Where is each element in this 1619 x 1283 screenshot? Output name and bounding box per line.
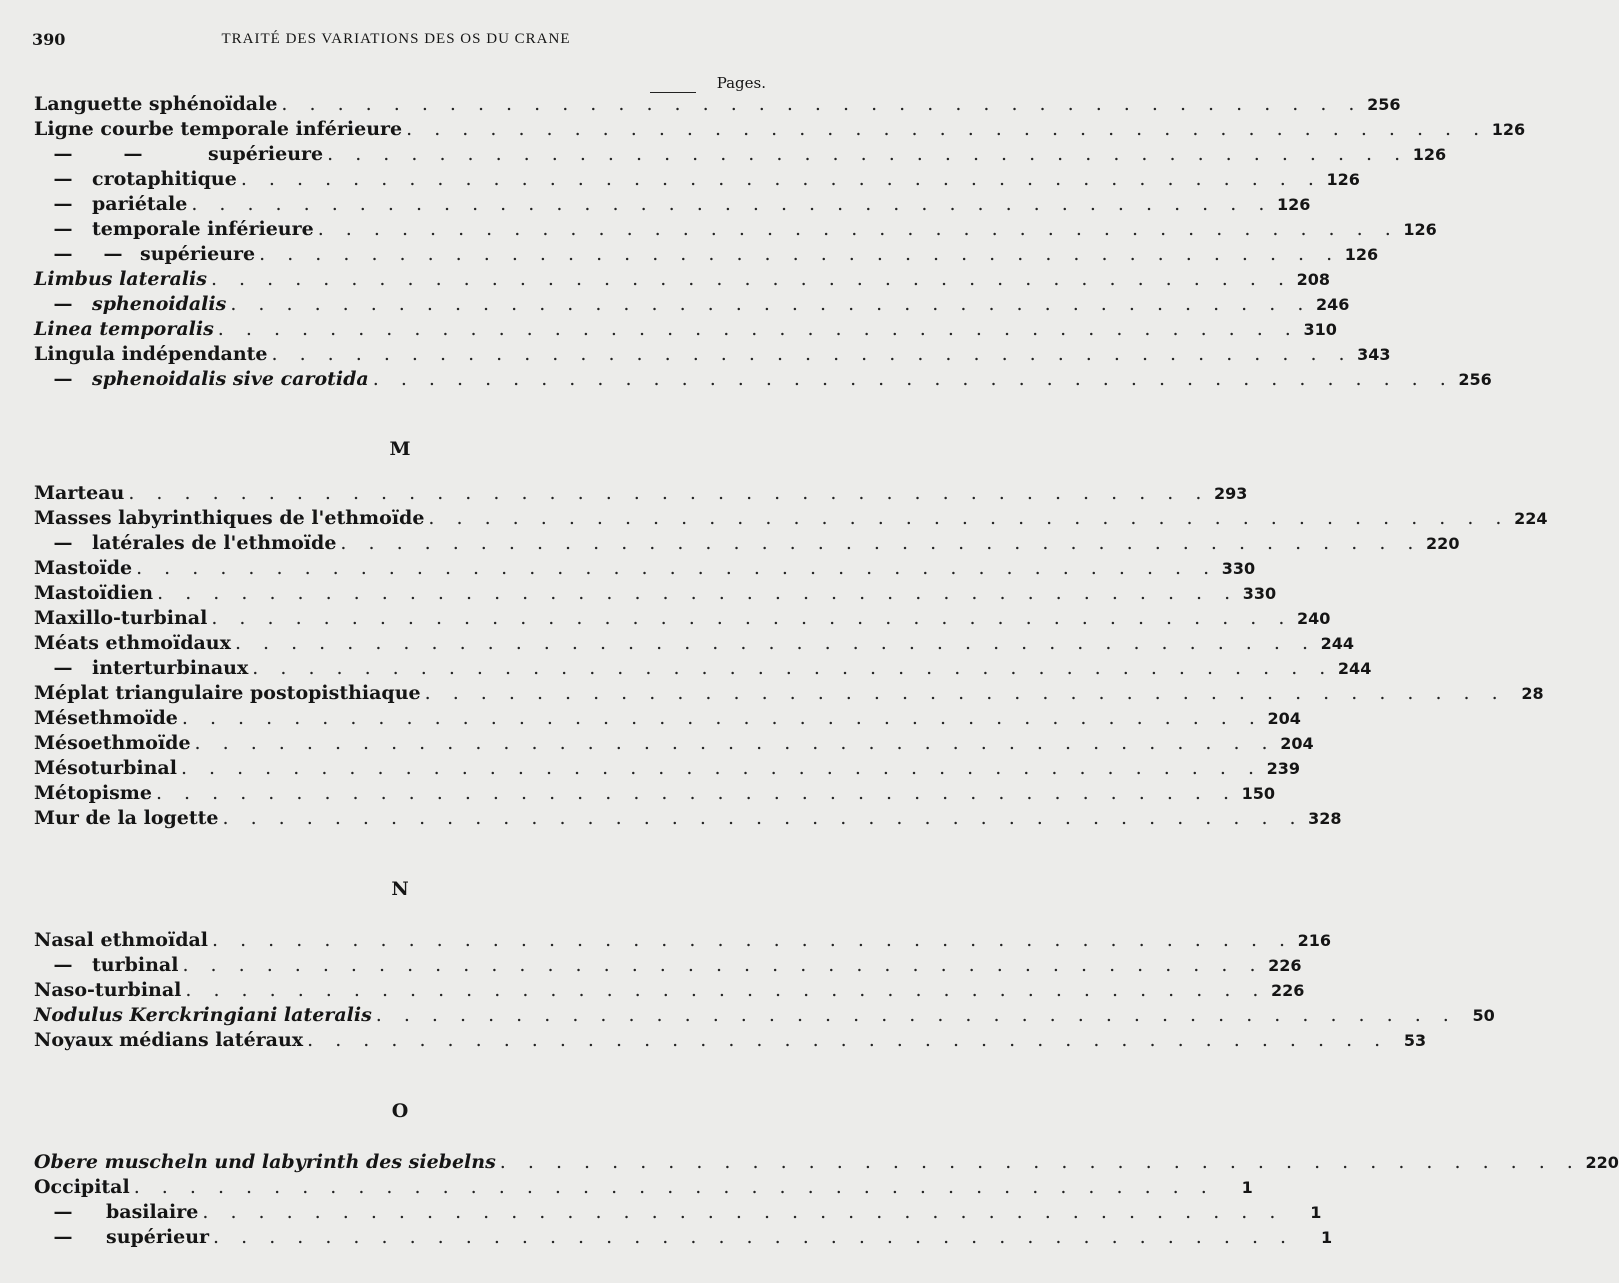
leader-dots: . . . . . . . . . . . . . . . . . . . . . . . . . . . . . . . . . . . . . . . — [327, 143, 1409, 165]
section-letter-m: M — [389, 438, 411, 460]
index-entry — [34, 506, 1548, 531]
section-letter-o: O — [391, 1100, 409, 1122]
entry-page: 224 — [1514, 509, 1548, 528]
entry-term: Mésethmoïde — [34, 707, 178, 729]
leader-dots: . . . . . . . . . . . . . . . . . . . . . . . . . . . . . . . . . . . . . . . — [340, 532, 1422, 554]
entry-term: Mastoïdien — [34, 582, 154, 604]
ditto-dash: — — [53, 293, 73, 315]
leader-dots: . . . . . . . . . . . . . . . . . . . . . . . . . . . . . . . . . . . . . . . — [307, 1029, 1389, 1051]
entry-page: 126 — [1276, 195, 1311, 214]
entry-page: 244 — [1320, 634, 1354, 653]
entry-page: 126 — [1326, 170, 1360, 189]
index-entry — [34, 581, 1277, 606]
page-header — [32, 30, 760, 54]
leader-dots: . . . . . . . . . . . . . . . . . . . . . . . . . . . . . . . . . . . . . . . — [372, 368, 1454, 390]
running-title: TRAITÉ DES VARIATIONS DES OS DU CRANE — [221, 31, 571, 47]
entry-term: Languette sphénoïdale — [34, 93, 278, 115]
entry-term: Linea temporalis — [34, 318, 214, 340]
ditto-dash: — — [53, 954, 73, 976]
leader-dots: . . . . . . . . . . . . . . . . . . . . . . . . . . . . . . . . . . . . . . . — [281, 93, 1363, 115]
leader-dots: . . . . . . . . . . . . . . . . . . . . . . . . . . . . . . . . . . . . . . . — [499, 1151, 1581, 1173]
index-entry — [34, 731, 1314, 756]
index-entry — [34, 142, 1447, 167]
entry-term: pariétale — [92, 193, 188, 215]
entry-page: 330 — [1221, 559, 1256, 578]
entry-term: Mésoethmoïde — [34, 732, 191, 754]
index-entry — [34, 556, 1256, 581]
entry-term: supérieure — [208, 143, 324, 165]
ditto-dash: — — [53, 218, 73, 240]
leader-dots: . . . . . . . . . . . . . . . . . . . . . . . . . . . . . . . . . . . . . . . — [424, 682, 1506, 704]
index-entry — [34, 631, 1354, 656]
ditto-dash: — — [103, 243, 123, 265]
entry-page: 343 — [1357, 345, 1391, 364]
leader-dots: . . . . . . . . . . . . . . . . . . . . . . . . . . . . . . . . . . . . . . . — [222, 807, 1304, 829]
leader-dots: . . . . . . . . . . . . . . . . . . . . . . . . . . . . . . . . . . . . . . . — [210, 268, 1292, 290]
index-entry — [34, 531, 1460, 556]
entry-page: 208 — [1296, 270, 1330, 289]
index-entry — [34, 167, 1360, 192]
index-entry — [34, 681, 1544, 706]
entry-term: Ligne courbe temporale inférieure — [34, 118, 403, 140]
index-entry — [34, 1175, 1253, 1200]
entry-term-group — [34, 953, 178, 978]
index-entry — [34, 242, 1379, 267]
index-entry — [34, 342, 1391, 367]
index-entry — [34, 117, 1526, 142]
entry-term-group — [34, 1225, 209, 1250]
ditto-dash: — — [123, 143, 143, 165]
leader-dots: . . . . . . . . . . . . . . . . . . . . . . . . . . . . . . . . . . . . . . . — [212, 929, 1294, 951]
index-entry — [34, 192, 1311, 217]
leader-dots: . . . . . . . . . . . . . . . . . . . . . . . . . . . . . . . . . . . . . . . — [217, 318, 1299, 340]
section-m — [34, 481, 1548, 831]
leader-dots: . . . . . . . . . . . . . . . . . . . . . . . . . . . . . . . . . . . . . . . — [252, 657, 1334, 679]
index-entry — [34, 706, 1301, 731]
index-entry — [34, 978, 1305, 1003]
section-n — [34, 928, 1495, 1053]
entry-page: 126 — [1403, 220, 1437, 239]
index-entry — [34, 806, 1342, 831]
entry-page: 240 — [1296, 609, 1331, 628]
entry-page: 126 — [1344, 245, 1379, 264]
entry-page: 226 — [1268, 956, 1302, 975]
entry-page: 226 — [1271, 981, 1305, 1000]
ditto-dash: — — [53, 193, 73, 215]
entry-term-group — [34, 192, 187, 217]
index-entry — [34, 267, 1330, 292]
entry-term: sphenoidalis sive carotida — [92, 368, 369, 390]
entry-term: Mur de la logette — [34, 807, 219, 829]
entry-page: 204 — [1267, 709, 1301, 728]
index-entry — [34, 756, 1300, 781]
pages-column-label: Pages. — [716, 74, 766, 92]
index-entry — [34, 1003, 1495, 1028]
entry-term: supérieure — [140, 243, 256, 265]
leader-dots: . . . . . . . . . . . . . . . . . . . . . . . . . . . . . . . . . . . . . . . — [180, 757, 1262, 779]
leader-dots: . . . . . . . . . . . . . . . . . . . . . . . . . . . . . . . . . . . . . . . — [406, 118, 1488, 140]
entry-page: 216 — [1297, 931, 1332, 950]
ditto-dash: — — [53, 657, 73, 679]
ditto-dash: — — [53, 1226, 73, 1248]
leader-dots: . . . . . . . . . . . . . . . . . . . . . . . . . . . . . . . . . . . . . . . — [182, 954, 1264, 976]
index-entry — [34, 481, 1248, 506]
entry-term: Lingula indépendante — [34, 343, 268, 365]
section-letter-n: N — [391, 878, 409, 900]
leader-dots: . . . . . . . . . . . . . . . . . . . . . . . . . . . . . . . . . . . . . . . — [213, 1226, 1295, 1248]
entry-term: Méats ethmoïdaux — [34, 632, 231, 654]
leader-dots: . . . . . . . . . . . . . . . . . . . . . . . . . . . . . . . . . . . . . . . — [202, 1201, 1284, 1223]
index-entry — [34, 217, 1437, 242]
entry-term: sphenoidalis — [92, 293, 227, 315]
index-entry — [34, 367, 1492, 392]
leader-dots: . . . . . . . . . . . . . . . . . . . . . . . . . . . . . . . . . . . . . . . — [155, 782, 1238, 804]
entry-page: 1 — [1320, 1228, 1333, 1247]
entry-term: interturbinaux — [92, 657, 249, 679]
entry-page: 239 — [1266, 759, 1300, 778]
entry-term-group — [34, 242, 255, 267]
entry-term: basilaire — [106, 1201, 199, 1223]
entry-page: 220 — [1585, 1153, 1619, 1172]
entry-term: Métopisme — [34, 782, 152, 804]
entry-term: supérieur — [106, 1226, 210, 1248]
entry-term: crotaphitique — [92, 168, 237, 190]
entry-page: 50 — [1472, 1006, 1495, 1025]
entry-term: Naso-turbinal — [34, 979, 182, 1001]
leader-dots: . . . . . . . . . . . . . . . . . . . . . . . . . . . . . . . . . . . . . . . — [375, 1004, 1457, 1026]
leader-dots: . . . . . . . . . . . . . . . . . . . . . . . . . . . . . . . . . . . . . . . — [211, 607, 1293, 629]
ditto-dash: — — [53, 143, 73, 165]
entry-term: Noyaux médians latéraux — [34, 1029, 304, 1051]
leader-dots: . . . . . . . . . . . . . . . . . . . . . . . . . . . . . . . . . . . . . . . — [157, 582, 1239, 604]
leader-dots: . . . . . . . . . . . . . . . . . . . . . . . . . . . . . . . . . . . . . . . — [136, 557, 1218, 579]
entry-term-group — [34, 217, 314, 242]
leader-dots: . . . . . . . . . . . . . . . . . . . . . . . . . . . . . . . . . . . . . . . — [230, 293, 1312, 315]
leader-dots: . . . . . . . . . . . . . . . . . . . . . . . . . . . . . . . . . . . . . . . — [133, 1176, 1215, 1198]
entry-term: Nodulus Kerckringiani lateralis — [34, 1004, 372, 1026]
entry-page: 150 — [1241, 784, 1276, 803]
index-entry — [34, 953, 1302, 978]
index-entry — [34, 1150, 1619, 1175]
entry-term: Mastoïde — [34, 557, 133, 579]
entry-page: 126 — [1491, 120, 1526, 139]
index-entry — [34, 1225, 1333, 1250]
index-entry — [34, 1200, 1322, 1225]
entry-term: Masses labyrinthiques de l'ethmoïde — [34, 507, 425, 529]
entry-page: 204 — [1280, 734, 1314, 753]
ditto-dash: — — [53, 168, 73, 190]
entry-page: 53 — [1403, 1031, 1427, 1050]
index-entry — [34, 656, 1372, 681]
entry-term-group — [34, 656, 248, 681]
index-entry — [34, 928, 1332, 953]
leader-dots: . . . . . . . . . . . . . . . . . . . . . . . . . . . . . . . . . . . . . . . — [181, 707, 1263, 729]
leader-dots: . . . . . . . . . . . . . . . . . . . . . . . . . . . . . . . . . . . . . . . — [428, 507, 1510, 529]
entry-term: Marteau — [34, 482, 125, 504]
leader-dots: . . . . . . . . . . . . . . . . . . . . . . . . . . . . . . . . . . . . . . . — [191, 193, 1273, 215]
entry-term-group — [34, 1200, 198, 1225]
entry-page: 28 — [1521, 684, 1544, 703]
index-entry — [34, 292, 1350, 317]
entry-term: Occipital — [34, 1176, 130, 1198]
index-entry — [34, 781, 1276, 806]
entry-page: 220 — [1426, 534, 1460, 553]
entry-term-group — [34, 167, 237, 192]
ditto-dash: — — [53, 532, 73, 554]
entry-page: 126 — [1412, 145, 1447, 164]
leader-dots: . . . . . . . . . . . . . . . . . . . . . . . . . . . . . . . . . . . . . . . — [234, 632, 1316, 654]
leader-dots: . . . . . . . . . . . . . . . . . . . . . . . . . . . . . . . . . . . . . . . — [240, 168, 1322, 190]
entry-term: Nasal ethmoïdal — [34, 929, 209, 951]
section-o — [34, 1150, 1619, 1250]
leader-dots: . . . . . . . . . . . . . . . . . . . . . . . . . . . . . . . . . . . . . . . — [128, 482, 1210, 504]
section-l — [34, 92, 1526, 392]
entry-term: Mésoturbinal — [34, 757, 177, 779]
entry-term-group — [34, 367, 369, 392]
ditto-dash: — — [53, 368, 73, 390]
entry-page: 1 — [1241, 1178, 1253, 1197]
ditto-dash: — — [53, 243, 73, 265]
entry-page: 293 — [1213, 484, 1248, 503]
entry-term: Obere muscheln und labyrinth des siebelns — [34, 1151, 496, 1173]
ditto-dash: — — [53, 1201, 73, 1223]
entry-term-group — [34, 531, 336, 556]
entry-page: 256 — [1458, 370, 1492, 389]
page-number: 390 — [32, 30, 66, 49]
index-entry — [34, 92, 1401, 117]
entry-term: Limbus lateralis — [34, 268, 207, 290]
index-entry — [34, 606, 1331, 631]
entry-page: 330 — [1242, 584, 1277, 603]
index-entry — [34, 317, 1337, 342]
entry-page: 310 — [1303, 320, 1337, 339]
entry-page: 328 — [1308, 809, 1342, 828]
entry-term-group — [34, 142, 323, 167]
leader-dots: . . . . . . . . . . . . . . . . . . . . . . . . . . . . . . . . . . . . . . . — [185, 979, 1267, 1001]
leader-dots: . . . . . . . . . . . . . . . . . . . . . . . . . . . . . . . . . . . . . . . — [271, 343, 1353, 365]
entry-term: latérales de l'ethmoïde — [92, 532, 337, 554]
leader-dots: . . . . . . . . . . . . . . . . . . . . . . . . . . . . . . . . . . . . . . . — [194, 732, 1276, 754]
entry-term: Maxillo-turbinal — [34, 607, 208, 629]
entry-term: Méplat triangulaire postopisthiaque — [34, 682, 421, 704]
leader-dots: . . . . . . . . . . . . . . . . . . . . . . . . . . . . . . . . . . . . . . . — [317, 218, 1399, 240]
entry-term: temporale inférieure — [92, 218, 314, 240]
entry-term-group — [34, 292, 226, 317]
entry-page: 1 — [1310, 1203, 1322, 1222]
leader-dots: . . . . . . . . . . . . . . . . . . . . . . . . . . . . . . . . . . . . . . . — [259, 243, 1341, 265]
entry-page: 256 — [1367, 95, 1401, 114]
entry-page: 244 — [1337, 659, 1372, 678]
index-entry — [34, 1028, 1427, 1053]
entry-term: turbinal — [92, 954, 179, 976]
entry-page: 246 — [1315, 295, 1350, 314]
